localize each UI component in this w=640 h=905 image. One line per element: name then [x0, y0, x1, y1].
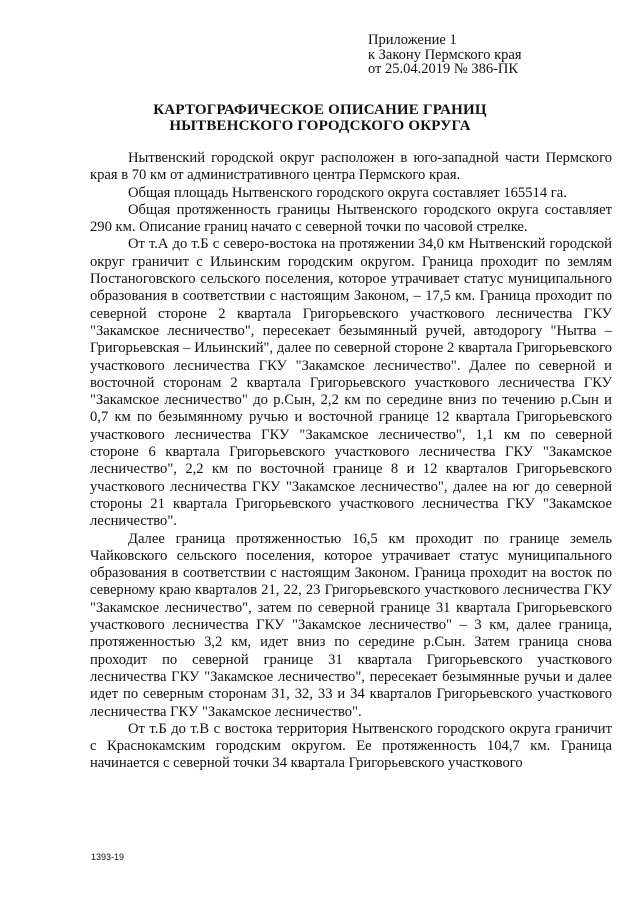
paragraph-boundary-b-v: От т.Б до т.В с востока территория Нытвенского городского округа граничит с Краснокамским городским округом. Ее протяженность 104,7 км. Граница начинается с северной точки 34 квартала Григорьевского участкового [90, 720, 612, 772]
appendix-line-3: от 25.04.2019 № 386-ПК [368, 61, 519, 77]
title-line-1: КАРТОГРАФИЧЕСКОЕ ОПИСАНИЕ ГРАНИЦ [153, 102, 487, 118]
appendix-line-2: к Закону Пермского края [368, 46, 522, 63]
appendix-header [368, 33, 522, 77]
document-body [90, 150, 612, 773]
paragraph-boundary-a-b: От т.А до т.Б с северо-востока на протяжении 34,0 км Нытвенский городской округ граничит с Ильинским городским округом. Граница проходит по землям Постаноговского сельского поселения, которое утрачивает статус муниципального образования в соответствии с настоящим Законом, – 17,5 км. Граница проходит по северной стороне 2 квартала Григорьевского участкового лесничества ГКУ "Закамское лесничество", пересекает безымянный ручей, автодорогу "Нытва – Григорьевская – Ильинский", далее по северной стороне 2 квартала Григорьевского участкового лесничества ГКУ "Закамское лесничество". Далее по северной и восточной сторонам 2 квартала Григорьевского участкового лесничества ГКУ "Закамское лесничество" до р.Сын, 2,2 км по середине вниз по течению р.Сын и 0,7 км по безымянному ручью и восточной границе 12 квартала Григорьевского участкового лесничества ГКУ "Закамское лесничество", 1,1 км по северной стороне 6 квартала Григорьевского участкового лесничества ГКУ "Закамское лесничество", 2,2 км по восточной границе 8 и 12 кварталов Григорьевского участкового лесничества ГКУ "Закамское лесничество", далее на юг до северной стороны 21 квартала Григорьевского участкового лесничества ГКУ "Закамское лесничество". [90, 236, 612, 530]
paragraph-area: Общая площадь Нытвенского городского округа составляет 165514 га. [128, 184, 567, 201]
paragraph-boundary-chaikovsky: Далее граница протяженностью 16,5 км проходит по границе земель Чайковского сельского поселения, которое утрачивает статус муниципального образования в соответствии с настоящим Законом. Граница проходит на восток по северному краю кварталов 21, 22, 23 Григорьевского участкового лесничества ГКУ "Закамское лесничество", затем по северной границе 31 квартала Григорьевского участкового лесничества ГКУ "Закамское лесничество" – 3 км, далее граница, протяженностью 3,2 км, идет вниз по середине р.Сын. Затем граница снова проходит по северной границе 31 квартала Григорьевского участкового лесничества ГКУ "Закамское лесничество", пересекает безымянные ручьи и далее идет по северным сторонам 31, 32, 33 и 34 кварталов Григорьевского участкового лесничества ГКУ "Закамское лесничество". [90, 530, 612, 720]
paragraph-length: Общая протяженность границы Нытвенского городского округа составляет 290 км. Описание границ начато с северной точки по часовой стрелке. [90, 201, 612, 236]
paragraph-location: Нытвенский городской округ расположен в юго-западной части Пермского края в 70 км от административного центра Пермского края. [90, 150, 612, 184]
appendix-line-1: Приложение 1 [368, 32, 457, 48]
document-title [90, 103, 550, 134]
title-line-2: НЫТВЕНСКОГО ГОРОДСКОГО ОКРУГА [169, 117, 471, 134]
document-code: 1393-19 [91, 852, 125, 862]
